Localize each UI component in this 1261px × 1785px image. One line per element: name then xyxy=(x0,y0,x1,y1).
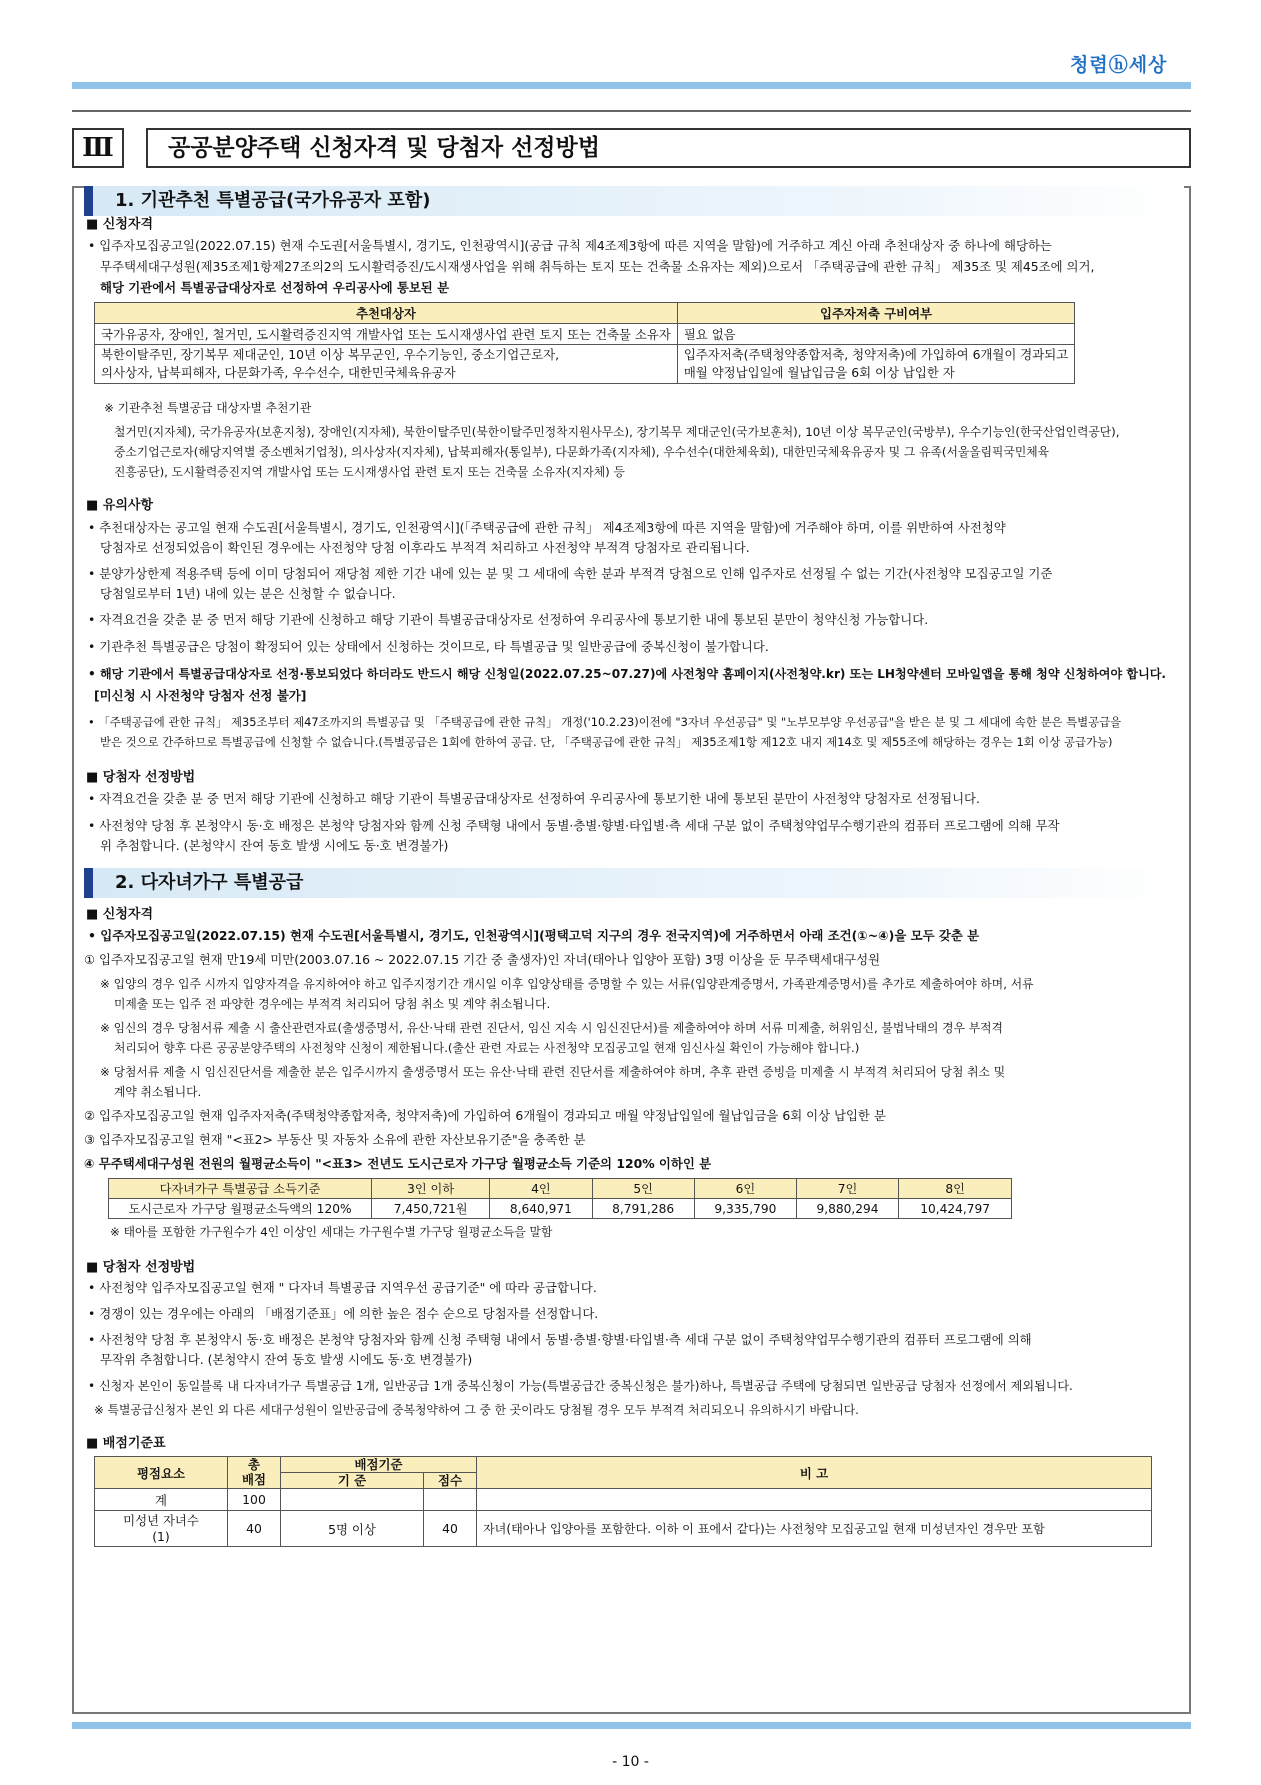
s1-select-line: 위 추첨합니다. (본청약시 잔여 동호 발생 시에도 동·호 변경불가) xyxy=(100,838,449,853)
s1-select-title: ■ 당첨자 선정방법 xyxy=(86,770,196,785)
s1-caution-line: • 자격요건을 갖춘 분 중 먼저 해당 기관에 신청하고 해당 기관이 특별공급대상자로 선정하여 우리공사에 통보기한 내에 통보된 분만이 청약신청 가능합니다. xyxy=(88,612,929,627)
s2-select-title: ■ 당첨자 선정방법 xyxy=(86,1260,196,1275)
cell: 3인 이하 xyxy=(372,1179,490,1199)
s1-heading: 1. 기관추천 특별공급(국가유공자 포함) xyxy=(84,186,1184,216)
th-standard: 기 준 xyxy=(281,1473,424,1489)
s1-caution-line: • 추천대상자는 공고일 현재 수도권[서울특별시, 경기도, 인천광역시](「주택공급에 관한 규칙」 제4조제3항에 따른 지역을 말함)에 거주해야 하며, 이를 위반하여 사전청약 xyxy=(88,520,1006,535)
cell: 40 xyxy=(228,1511,281,1547)
s1-caution-line: • 「주택공급에 관한 규칙」 제35조부터 제47조까지의 특별공급 및 「주택공급에 관한 규칙」 개정('10.2.23)이전에 "3자녀 우선공급" 및 "노부모부양 우선공급"을 받은 분 및 그 세대에 속한 분은 특별공급을 xyxy=(88,715,1122,729)
table-row xyxy=(95,345,1075,384)
s2-elig-line: ① 입주자모집공고일 현재 만19세 미만(2003.07.16 ~ 2022.07.15 기간 중 출생자)인 자녀(태아나 입양아 포함) 3명 이상을 둔 무주택세대구성원 xyxy=(84,952,881,967)
logo: 청렴ⓗ세상 xyxy=(1070,54,1168,76)
cell: 7,450,721원 xyxy=(372,1199,490,1219)
th-score: 점수 xyxy=(424,1473,477,1489)
table-row xyxy=(95,1489,1152,1511)
section-number: Ⅲ xyxy=(72,128,124,168)
s2-select-line: • 사전청약 입주자모집공고일 현재 " 다자녀 특별공급 지역우선 공급기준" 에 따라 공급합니다. xyxy=(88,1280,597,1295)
cell: 10,424,797 xyxy=(899,1199,1012,1219)
cell: 6인 xyxy=(694,1179,796,1199)
cell xyxy=(477,1489,1152,1511)
s2-elig-line: 처리되어 향후 다른 공공분양주택의 사전청약 신청이 제한됩니다.(출산 관련 자료는 사전청약 모집공고일 현재 임신사실 확인이 가능해야 합니다.) xyxy=(114,1041,860,1055)
cell: 5명 이상 xyxy=(281,1511,424,1547)
th-total-1: 총 xyxy=(228,1457,281,1473)
s1-select-line: • 자격요건을 갖춘 분 중 먼저 해당 기관에 신청하고 해당 기관이 특별공급대상자로 선정하여 우리공사에 통보기한 내에 통보된 분만이 사전청약 당첨자로 선정됩니다. xyxy=(88,791,980,806)
cell: 9,880,294 xyxy=(796,1199,898,1219)
s1-caution-line: 받은 것으로 간주하므로 특별공급에 신청할 수 없습니다.(특별공급은 1회에 한하여 공급. 단, 「주택공급에 관한 규칙」 제35조제1항 제12호 내지 제14호 및 제55조에 해당하는 경우는 1회 이상 공급가능) xyxy=(100,735,1113,749)
s1-elig-line: • 입주자모집공고일(2022.07.15) 현재 수도권[서울특별시, 경기도, 인천광역시](공급 규칙 제4조제3항에 따른 지역을 말함)에 거주하고 계신 아래 추천대상자 중 하나에 해당하는 xyxy=(88,238,1052,253)
s1-caution-title: ■ 유의사항 xyxy=(86,498,154,513)
cell: 북한이탈주민, 장기복무 제대군인, 10년 이상 복무군인, 우수기능인, 중소기업근로자, 의사상자, 납북피해자, 다문화가족, 우수선수, 대한민국체육유공자 xyxy=(95,345,678,384)
s2-select-line: • 신청자 본인이 동일블록 내 다자녀가구 특별공급 1개, 일반공급 1개 중복신청이 가능(특별공급간 중복신청은 불가)하나, 특별공급 주택에 당첨되면 일반공급 당첨자 선정에서 제외됩니다. xyxy=(88,1379,1073,1393)
s2-select-line: ※ 특별공급신청자 본인 외 다른 세대구성원이 일반공급에 중복청약하여 그 중 한 곳이라도 당첨될 경우 모두 부적격 처리되오니 유의하시기 바랍니다. xyxy=(94,1403,859,1417)
s2-score-table xyxy=(94,1456,1152,1547)
s2-elig-line: ④ 무주택세대구성원 전원의 월평균소득이 "<표3> 전년도 도시근로자 가구당 월평균소득 기준의 120% 이하인 분 xyxy=(84,1156,712,1171)
cell: 국가유공자, 장애인, 철거민, 도시활력증진지역 개발사업 또는 도시재생사업 관련 토지 또는 건축물 소유자 xyxy=(95,324,678,345)
s2-elig-line: • 입주자모집공고일(2022.07.15) 현재 수도권[서울특별시, 경기도, 인천광역시](평택고덕 지구의 경우 전국지역)에 거주하면서 아래 조건(①~④)을 모두 갖춘 분 xyxy=(88,928,980,943)
cell: 8,791,286 xyxy=(592,1199,694,1219)
cell: 100 xyxy=(228,1489,281,1511)
s2-elig-line: ③ 입주자모집공고일 현재 "<표2> 부동산 및 자동차 소유에 관한 자산보유기준"을 충족한 분 xyxy=(84,1132,586,1147)
cell: 다자녀가구 특별공급 소득기준 xyxy=(109,1179,372,1199)
cell: 도시근로자 가구당 월평균소득액의 120% xyxy=(109,1199,372,1219)
th-target: 추천대상자 xyxy=(95,303,678,324)
s2-elig-title: ■ 신청자격 xyxy=(86,907,154,922)
s1-caution-line: • 분양가상한제 적용주택 등에 이미 당첨되어 재당첨 제한 기간 내에 있는 분 및 그 세대에 속한 분과 부적격 당첨으로 인해 입주자로 선정될 수 없는 기간(사전청약 모집공고일 기준 xyxy=(88,566,1053,581)
s1-recommend-table xyxy=(94,302,1075,384)
page-number: - 10 - xyxy=(612,1754,649,1770)
th-item: 평점요소 xyxy=(95,1457,228,1489)
s2-select-line: 무작위 추첨합니다. (본청약시 잔여 동호 발생 시에도 동·호 변경불가) xyxy=(100,1352,473,1367)
table-row xyxy=(109,1199,1012,1219)
s1-caution-line: • 해당 기관에서 특별공급대상자로 선정·통보되었다 하더라도 반드시 해당 신청일(2022.07.25~07.27)에 사전청약 홈페이지(사전청약.kr) 또는 LH청약센터 모바일앱을 통해 청약 신청하여야 합니다. xyxy=(88,667,1167,681)
s1-note-line: 진흥공단), 도시활력증진지역 개발사업 또는 도시재생사업 관련 토지 또는 건축물 소유자(지자체) 등 xyxy=(114,465,625,479)
cell: 계 xyxy=(95,1489,228,1511)
cell xyxy=(281,1489,424,1511)
th-note: 비 고 xyxy=(477,1457,1152,1489)
s2-select-line: • 사전청약 당첨 후 본청약시 동·호 배정은 본청약 당첨자와 함께 신청 주택형 내에서 동별·층별·향별·타입별·측 세대 구분 없이 주택청약업무수행기관의 컴퓨터 프로그램에 의해 xyxy=(88,1332,1032,1347)
top-bar xyxy=(72,82,1191,89)
s2-elig-line: ※ 당첨서류 제출 시 임신진단서를 제출한 분은 입주시까지 출생증명서 또는 유산·낙태 관련 진단서를 제출하여야 하며, 추후 관련 증빙을 미제출 시 부적격 처리되어 당첨 취소 및 xyxy=(100,1065,1006,1079)
s2-select-line: • 경쟁이 있는 경우에는 아래의 「배점기준표」에 의한 높은 점수 순으로 당첨자를 선정합니다. xyxy=(88,1306,599,1321)
table-row xyxy=(95,324,1075,345)
cell: 필요 없음 xyxy=(677,324,1074,345)
s1-caution-line: • 기관추천 특별공급은 당첨이 확정되어 있는 상태에서 신청하는 것이므로, 타 특별공급 및 일반공급에 중복신청이 불가합니다. xyxy=(88,639,769,654)
cell: 8,640,971 xyxy=(490,1199,592,1219)
header-rule xyxy=(72,110,1191,112)
s2-elig-line: 미제출 또는 입주 전 파양한 경우에는 부적격 처리되어 당첨 취소 및 계약 취소됩니다. xyxy=(114,997,551,1011)
cell: 5인 xyxy=(592,1179,694,1199)
cell: 40 xyxy=(424,1511,477,1547)
table-row xyxy=(109,1179,1012,1199)
s2-elig-line: ※ 임신의 경우 당첨서류 제출 시 출산관련자료(출생증명서, 유산·낙태 관련 진단서, 임신 지속 시 임신진단서)를 제출하여야 하며 서류 미제출, 허위임신, 불법낙태의 경우 부적격 xyxy=(100,1021,1003,1035)
cell: 8인 xyxy=(899,1179,1012,1199)
s2-income-note: ※ 태아를 포함한 가구원수가 4인 이상인 세대는 가구원수별 가구당 월평균소득을 말함 xyxy=(110,1225,553,1239)
s1-elig-line: 해당 기관에서 특별공급대상자로 선정하여 우리공사에 통보된 분 xyxy=(100,280,450,295)
s2-score-title: ■ 배점기준표 xyxy=(86,1436,166,1451)
th-total-2: 배점 xyxy=(228,1473,281,1489)
content-frame xyxy=(72,186,1191,1714)
cell: 입주자저축(주택청약종합저축, 청약저축)에 가입하여 6개월이 경과되고 매월 약정납입일에 월납입금을 6회 이상 납입한 자 xyxy=(677,345,1074,384)
s1-note-line: 중소기업근로자(해당지역별 중소벤처기업청), 의사상자(지자체), 납북피해자(통일부), 다문화가족(지자체), 우수선수(대한체육회), 대한민국체육유공자 및 그 유족(서울올림픽국민체육 xyxy=(114,445,1050,459)
cell: 미성년 자녀수 (1) xyxy=(95,1511,228,1547)
cell: 자녀(태아나 입양아를 포함한다. 이하 이 표에서 같다)는 사전청약 모집공고일 현재 미성년자인 경우만 포함 xyxy=(477,1511,1152,1547)
cell: 4인 xyxy=(490,1179,592,1199)
cell: 9,335,790 xyxy=(694,1199,796,1219)
cell xyxy=(424,1489,477,1511)
s2-elig-line: 계약 취소됩니다. xyxy=(114,1085,202,1099)
s2-heading: 2. 다자녀가구 특별공급 xyxy=(84,868,1184,898)
th-savings: 입주자저축 구비여부 xyxy=(677,303,1074,324)
s1-select-line: • 사전청약 당첨 후 본청약시 동·호 배정은 본청약 당첨자와 함께 신청 주택형 내에서 동별·층별·향별·타입별·측 세대 구분 없이 주택청약업무수행기관의 컴퓨터 프로그램에 의해 무작 xyxy=(88,818,1060,833)
cell: 7인 xyxy=(796,1179,898,1199)
th-criteria: 배점기준 xyxy=(281,1457,477,1473)
s1-note-title: ※ 기관추천 특별공급 대상자별 추천기관 xyxy=(104,401,312,415)
s1-caution-line: 당첨일로부터 1년) 내에 있는 분은 신청할 수 없습니다. xyxy=(100,586,396,601)
s1-caution-line: 당첨자로 선정되었음이 확인된 경우에는 사전청약 당첨 이후라도 부적격 처리하고 사전청약 부적격 당첨자로 관리됩니다. xyxy=(100,540,750,555)
s2-income-table xyxy=(108,1178,1012,1219)
section-title: 공공분양주택 신청자격 및 당첨자 선정방법 xyxy=(146,128,1191,168)
bottom-bar xyxy=(72,1722,1191,1729)
s1-elig-line: 무주택세대구성원(제35조제1항제27조의2의 도시활력증진/도시재생사업을 위해 취득하는 토지 또는 건축물 소유자는 제외)으로서 「주택공급에 관한 규칙」 제35조 및 제45조에 의거, xyxy=(100,259,1095,274)
table-row xyxy=(95,1511,1152,1547)
s1-note-line: 철거민(지자체), 국가유공자(보훈지청), 장애인(지자체), 북한이탈주민(북한이탈주민정착지원사무소), 장기복무 제대군인(국가보훈처), 10년 이상 복무군인(국방부), 우수기능인(한국산업인력공단), xyxy=(114,425,1120,439)
s2-elig-line: ※ 입양의 경우 입주 시까지 입양자격을 유지하여야 하고 입주지정기간 개시일 이후 입양상태를 증명할 수 있는 서류(입양관계증명서, 가족관계증명서)를 추가로 제출하여야 하며, 서류 xyxy=(100,977,1034,991)
s1-elig-title: ■ 신청자격 xyxy=(86,217,154,232)
s1-caution-line: [미신청 시 사전청약 당첨자 선정 불가] xyxy=(94,688,307,703)
s2-elig-line: ② 입주자모집공고일 현재 입주자저축(주택청약종합저축, 청약저축)에 가입하여 6개월이 경과되고 매월 약정납입일에 월납입금을 6회 이상 납입한 분 xyxy=(84,1108,886,1123)
